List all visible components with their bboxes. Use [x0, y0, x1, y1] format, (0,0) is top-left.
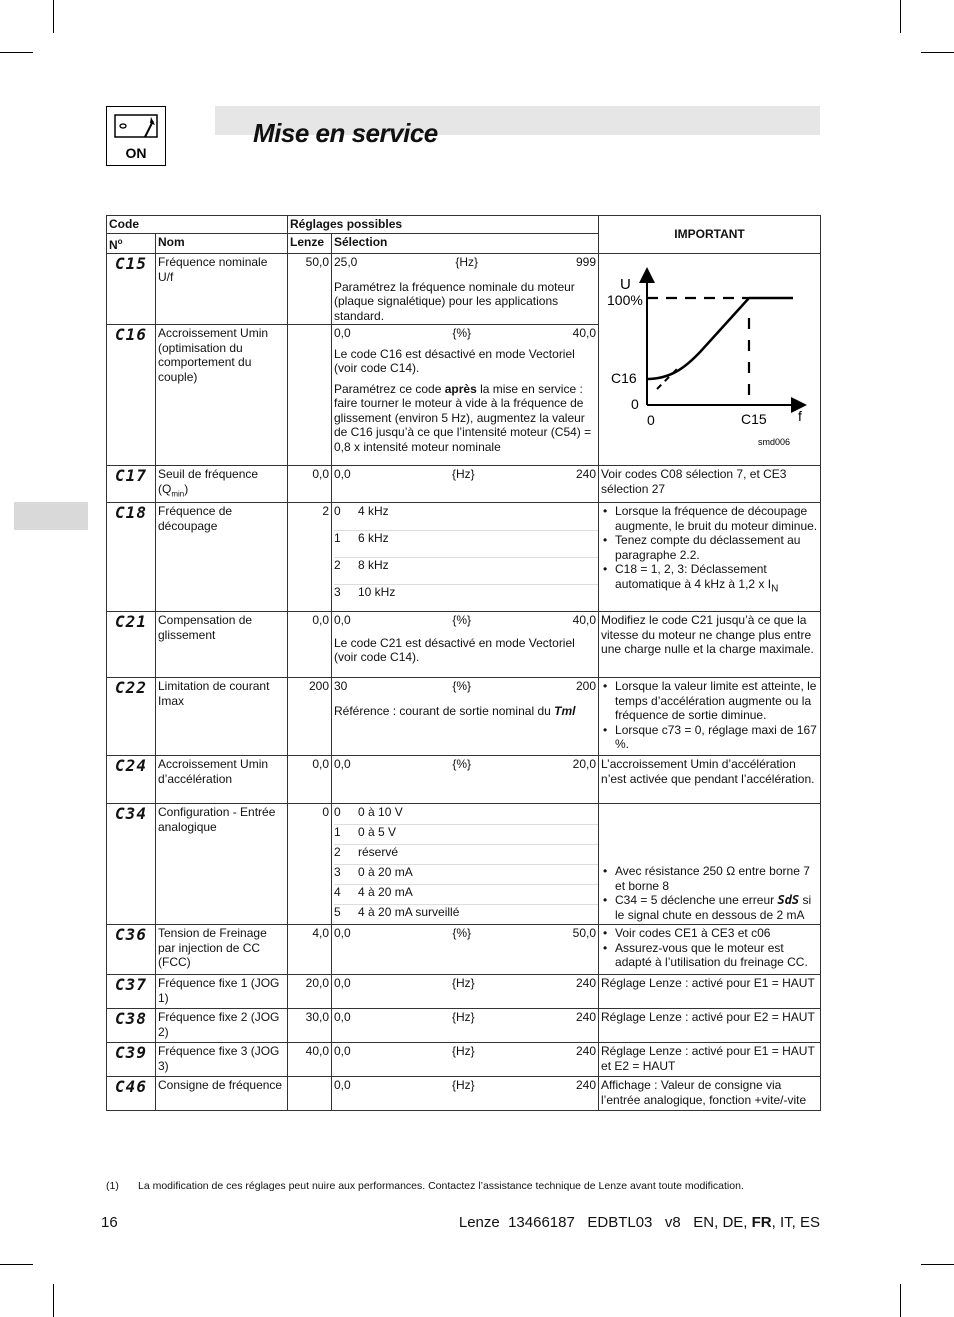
sel-unit: {%}	[452, 613, 472, 628]
sel-unit: {%}	[452, 757, 472, 772]
param-name: Consigne de fréquence	[156, 1077, 288, 1111]
on-label: ON	[125, 145, 147, 161]
option-row: 2 réservé	[334, 845, 598, 865]
selection-cell	[332, 254, 599, 325]
switch-on-icon	[106, 106, 166, 166]
lenze-default: 0,0	[288, 612, 332, 678]
important-cell: Réglage Lenze : activé pour E1 = HAUT	[599, 975, 821, 1009]
c15-label: C15	[741, 411, 767, 427]
sel-min: 30	[334, 679, 348, 694]
sel-unit: {Hz}	[451, 1010, 475, 1025]
selection-cell	[332, 1043, 599, 1077]
option-row: 1 6 kHz	[334, 531, 598, 558]
sel-min: 0,0	[334, 1078, 351, 1093]
code-display: C21	[115, 612, 147, 632]
option-row: 1 0 à 5 V	[334, 825, 598, 845]
header-selection: Sélection	[332, 233, 599, 254]
selection-cell	[332, 466, 599, 503]
option-row: 0 0 à 10 V	[334, 805, 598, 825]
param-name: Compensation de glissement	[156, 612, 288, 678]
sel-max: 240	[575, 467, 596, 481]
important-bullet: • Lorsque la valeur limite est atteinte, le temps d’accélération augmente ou la fréquence de sortie diminue.	[615, 679, 818, 723]
crop-mark	[900, 1284, 901, 1317]
footer-version: v8	[664, 1214, 681, 1231]
lenze-default: 20,0	[288, 975, 332, 1009]
vf-diagram-cell	[599, 254, 821, 466]
lenze-default: 40,0	[288, 1043, 332, 1077]
sel-min: 0,0	[334, 613, 351, 628]
lenze-default: 0	[288, 804, 332, 925]
header-no: $N^o$	[107, 233, 156, 254]
footer-code: EDBTL03	[587, 1214, 653, 1231]
sel-unit: {%}	[452, 679, 472, 694]
header-important: IMPORTANT	[599, 216, 821, 254]
important-bullet: • Lorsque la fréquence de découpage augmente, le bruit du moteur diminue.	[615, 504, 818, 533]
selection-cell	[332, 503, 599, 612]
selection-cell	[332, 678, 599, 756]
selection-cell	[332, 1077, 599, 1111]
param-name: Accroissement Umin d’accélération	[156, 756, 288, 804]
option-row: 2 8 kHz	[334, 558, 598, 585]
option-row: 4 4 à 20 mA	[334, 885, 598, 905]
sel-max: 999	[575, 255, 597, 269]
important-cell: Voir codes C08 sélection 7, et CE3 sélection 27	[599, 466, 821, 503]
sel-unit: {Hz}	[455, 255, 479, 269]
code-display: C38	[115, 1009, 147, 1029]
param-name: Fréquence de découpage	[156, 503, 288, 612]
important-bullet: • Lorsque c73 = 0, réglage maxi de 167 %.	[615, 723, 818, 752]
selection-cell	[332, 756, 599, 804]
param-name: Fréquence fixe 3 (JOG 3)	[156, 1043, 288, 1077]
header-reglages: Réglages possibles	[288, 216, 599, 234]
table-row	[107, 1077, 821, 1111]
sel-max: 200	[575, 679, 597, 694]
sel-max: 240	[575, 1044, 596, 1059]
table-row	[107, 925, 821, 975]
origin-y-label: 0	[631, 396, 639, 412]
important-cell	[599, 925, 821, 975]
header-code: Code	[107, 216, 288, 234]
crop-mark	[0, 52, 33, 53]
sel-min: 0,0	[334, 326, 351, 340]
important-cell: Modifiez le code C21 jusqu’à ce que la vitesse du moteur ne change plus entre une charge nulle et la charge maximale.	[599, 612, 821, 678]
vf-characteristic-diagram	[601, 255, 817, 445]
crop-mark	[921, 52, 954, 53]
code-display: C24	[115, 756, 147, 776]
y-label: U	[620, 276, 631, 293]
parameter-table	[106, 215, 821, 1111]
sel-unit: {%}	[452, 326, 472, 340]
selection-cell	[332, 975, 599, 1009]
code-display: C17	[115, 466, 147, 485]
sel-min: 0,0	[334, 1010, 351, 1025]
sel-desc: Référence : courant de sortie nominal du Tml	[334, 703, 576, 718]
table-row	[107, 975, 821, 1009]
important-cell: L’accroissement Umin d’accélération n’est activée que pendant l’accélération.	[599, 756, 821, 804]
selection-cell	[332, 804, 599, 925]
header-lenze: Lenze	[288, 233, 332, 254]
important-bullet: • C18 = 1, 2, 3: Déclassement automatique à 4 kHz à 1,2 x $I_N$	[615, 562, 818, 596]
x-label: f	[798, 408, 802, 424]
table-row	[107, 503, 821, 612]
sel-unit: {Hz}	[451, 467, 475, 481]
param-name: Seuil de fréquence $(Q_{min})$	[156, 466, 288, 503]
lenze-default	[288, 325, 332, 466]
lenze-default	[288, 1077, 332, 1111]
param-name: Limitation de courant Imax	[156, 678, 288, 756]
footer-lang-current: FR	[751, 1214, 772, 1231]
header-nom: Nom	[156, 233, 288, 254]
footnote-mark: (1)	[106, 1180, 119, 1192]
lenze-default: 4,0	[288, 925, 332, 975]
sel-max: 40,0	[572, 326, 597, 340]
sel-max: 50,0	[572, 926, 597, 941]
y-max-label: 100%	[607, 292, 643, 308]
param-name: Fréquence fixe 1 (JOG 1)	[156, 975, 288, 1009]
code-display: C34	[115, 804, 147, 824]
crop-mark	[0, 1264, 33, 1265]
code-display: C15	[115, 254, 147, 273]
sel-max: 240	[575, 976, 596, 991]
param-name: Fréquence fixe 2 (JOG 2)	[156, 1009, 288, 1043]
sel-unit: {Hz}	[451, 1044, 475, 1059]
vf-curve	[647, 298, 749, 379]
code-display: C22	[115, 678, 147, 698]
important-bullet: • C34 = 5 déclenche une erreur SdS si le signal chute en dessous de 2 mA	[615, 893, 818, 922]
sel-max: 240	[575, 1010, 596, 1025]
page-number: 16	[101, 1214, 118, 1231]
crop-mark	[921, 1264, 954, 1265]
lenze-default: 200	[288, 678, 332, 756]
option-row: 0 4 kHz	[334, 504, 598, 531]
option-row: 3 10 kHz	[334, 585, 396, 600]
header-row	[107, 216, 821, 234]
code-display: C46	[115, 1077, 147, 1097]
table-row	[107, 756, 821, 804]
sel-min: 0,0	[334, 1044, 351, 1059]
sel-desc: Le code C21 est désactivé en mode Vectoriel (voir code C14).	[334, 635, 575, 665]
sel-desc: Le code C16 est désactivé en mode Vectoriel (voir code C14).	[334, 346, 575, 375]
crop-mark	[53, 0, 54, 33]
code-display: C39	[115, 1043, 147, 1063]
sel-min: 25,0	[334, 255, 358, 269]
diagram-ref: smd006	[758, 437, 791, 445]
selection-cell	[332, 925, 599, 975]
lenze-default: 2	[288, 503, 332, 612]
sel-min: 0,0	[334, 976, 351, 991]
important-cell: Affichage : Valeur de consigne via l’entrée analogique, fonction +vite/-vite	[599, 1077, 821, 1111]
lenze-default: 30,0	[288, 1009, 332, 1043]
code-display: C16	[115, 325, 147, 344]
sel-min: 0,0	[334, 467, 351, 481]
code-display: C36	[115, 925, 147, 945]
important-cell: Réglage Lenze : activé pour E2 = HAUT	[599, 1009, 821, 1043]
origin-x-label: 0	[647, 412, 655, 428]
lenze-default: 50,0	[288, 254, 332, 325]
important-bullet: • Avec résistance 250 Ω entre borne 7 et borne 8	[615, 864, 818, 893]
selection-cell	[332, 612, 599, 678]
table-row	[107, 466, 821, 503]
param-name: Configuration - Entrée analogique	[156, 804, 288, 925]
important-bullet: • Tenez compte du déclassement au paragraphe 2.2.	[615, 533, 818, 562]
important-cell	[599, 678, 821, 756]
crop-mark	[53, 1284, 54, 1317]
footer-reference	[459, 1214, 820, 1231]
table-row	[107, 612, 821, 678]
important-cell	[599, 804, 821, 925]
sel-desc-2: Paramétrez ce code après la mise en service : faire tourner le moteur à vide à la fréquence de glissement (environ 5 Hz), augmentez la valeur de C16 jusqu’à ce que l’intensité moteur (C54) = 0,8 x intensité moteur nominale	[334, 381, 592, 454]
sel-desc: Paramétrez la fréquence nominale du moteur (plaque signalétique) pour les applications standard.	[334, 279, 575, 323]
footer-langs: EN, DE,	[693, 1214, 752, 1231]
param-name: Accroissement Umin (optimisation du comportement du couple)	[156, 325, 288, 466]
sel-min: 0,0	[334, 757, 351, 772]
table-row	[107, 1009, 821, 1043]
sel-max: 40,0	[572, 613, 597, 628]
table-row	[107, 254, 821, 325]
sel-max: 20,0	[572, 757, 597, 772]
footer-docnum: 13466187	[508, 1214, 575, 1231]
footnote-text: La modification de ces réglages peut nuire aux performances. Contactez l’assistance technique de Lenze avant toute modification.	[138, 1180, 744, 1192]
lenze-default: 0,0	[288, 756, 332, 804]
table-row	[107, 804, 821, 925]
chapter-tab	[14, 502, 88, 530]
sel-unit: {%}	[452, 926, 472, 941]
option-row: 5 4 à 20 mA surveillé	[334, 905, 460, 920]
selection-cell	[332, 1009, 599, 1043]
table-row	[107, 678, 821, 756]
selection-cell	[332, 325, 599, 466]
lenze-default: 0,0	[288, 466, 332, 503]
c16-label: C16	[611, 370, 637, 386]
important-bullet: • Voir codes CE1 à CE3 et c06	[615, 926, 818, 941]
footer-langs-post: , IT, ES	[771, 1214, 820, 1231]
table-row	[107, 1043, 821, 1077]
code-display: C37	[115, 975, 147, 995]
param-name: Fréquence nominale U/f	[156, 254, 288, 325]
page-title: Mise en service	[253, 118, 438, 148]
sel-unit: {Hz}	[451, 976, 475, 991]
param-name: Tension de Freinage par injection de CC (FCC)	[156, 925, 288, 975]
crop-mark	[900, 0, 901, 33]
option-row: 3 0 à 20 mA	[334, 865, 598, 885]
important-cell	[599, 503, 821, 612]
sel-unit: {Hz}	[451, 1078, 475, 1093]
code-display: C18	[115, 503, 147, 523]
sel-max: 240	[575, 1078, 596, 1093]
sel-min: 0,0	[334, 926, 351, 941]
footer-brand: Lenze	[458, 1214, 500, 1231]
important-cell: Réglage Lenze : activé pour E1 = HAUT et E2 = HAUT	[599, 1043, 821, 1077]
important-bullet: • Assurez-vous que le moteur est adapté à l’utilisation du freinage CC.	[615, 941, 818, 970]
